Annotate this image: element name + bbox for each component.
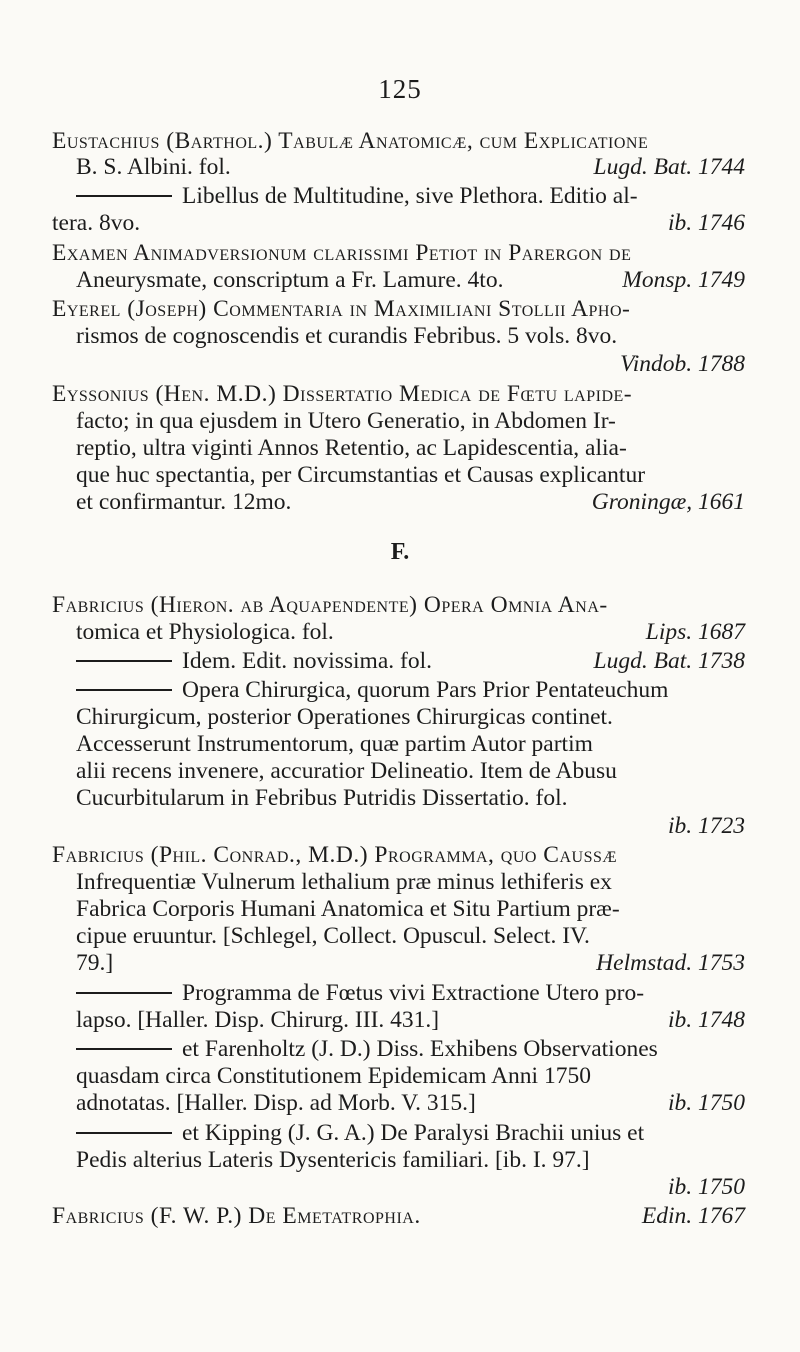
entry-text: 79.]	[76, 950, 114, 976]
entry-imprint: Lugd. Bat. 1744	[593, 154, 745, 180]
entry-text: reptio, ultra viginti Annos Retentio, ac Lapidescentia, alia-	[76, 435, 627, 461]
entry-text: adnotatas. [Haller. Disp. ad Morb. V. 315.]	[76, 1090, 476, 1116]
entry-line	[76, 1005, 439, 1035]
entry-text: Accesserunt Instrumentorum, quæ partim Autor partim	[76, 731, 593, 757]
entry-text: Cucurbitularum in Febribus Putridis Dissertatio. fol.	[76, 785, 568, 811]
entry-line	[76, 265, 503, 295]
ditto-dash	[76, 1132, 172, 1134]
entry-text: Fabrica Corporis Humani Anatomica et Situ Partium præ-	[76, 896, 620, 922]
entry-text: et confirmantur. 12mo.	[76, 489, 292, 515]
entry-text: rismos de cognoscendis et curandis Febribus. 5 vols. 8vo.	[76, 323, 618, 349]
entry-text: Eyerel (Joseph) Commentaria in Maximiliani Stollii Apho-	[52, 296, 631, 322]
entry-line	[76, 1145, 590, 1175]
entry-line	[76, 783, 568, 813]
entry-text: cipue eruuntur. [Schlegel, Collect. Opuscul. Select. IV.	[76, 923, 590, 949]
entry-line	[76, 867, 612, 897]
entry-line	[76, 1088, 476, 1118]
entry-line	[52, 294, 630, 324]
entry-line	[52, 1201, 421, 1231]
entry-text: Libellus de Multitudine, sive Plethora. Editio al-	[182, 183, 638, 209]
entry-imprint: Edin. 1767	[641, 1203, 745, 1229]
entry-text: Fabricius (Phil. Conrad., M.D.) Programma, quo Caussæ	[52, 842, 618, 868]
entry-text: que huc spectantia, per Circumstantias et Causas explicantur	[76, 462, 646, 488]
entry-text: Chirurgicum, posterior Operationes Chirurgicas continet.	[76, 704, 613, 730]
entry-line	[52, 238, 631, 268]
entry-imprint: ib. 1723	[667, 813, 745, 839]
entry-line	[76, 675, 668, 705]
page-number: 125	[378, 74, 422, 104]
entry-text: Fabricius (Hieron. ab Aquapendente) Opera Omnia Ana-	[52, 592, 608, 618]
entry-text: tomica et Physiologica. fol.	[76, 619, 334, 645]
section-letter: F.	[390, 539, 410, 565]
entry-imprint: Lips. 1687	[645, 619, 745, 645]
entry-line	[76, 894, 620, 924]
entry-line	[76, 433, 627, 463]
entry-line	[76, 617, 334, 647]
entry-text: lapso. [Haller. Disp. Chirurg. III. 431.]	[76, 1007, 440, 1033]
entry-line	[76, 978, 644, 1008]
entry-line	[76, 487, 291, 517]
entry-line	[76, 1061, 591, 1091]
ditto-dash	[76, 195, 172, 197]
entry-line	[52, 208, 140, 238]
entry-line	[76, 729, 593, 759]
entry-text: facto; in qua ejusdem in Utero Generatio, in Abdomen Ir-	[76, 408, 616, 434]
entry-text: Programma de Fœtus vivi Extractione Utero pro-	[182, 980, 645, 1006]
entry-imprint: ib. 1750	[667, 1174, 745, 1200]
entry-text: Infrequentiæ Vulnerum lethalium præ minus lethiferis ex	[76, 869, 612, 895]
entry-imprint: ib. 1746	[667, 210, 745, 236]
entry-imprint: Groningæ, 1661	[591, 489, 745, 515]
entry-text: Examen Animadversionum clarissimi Petiot in Parergon de	[52, 240, 632, 266]
ditto-dash	[76, 660, 172, 662]
ditto-dash	[76, 1048, 172, 1050]
entry-line	[76, 1118, 644, 1148]
entry-text: Eustachius (Barthol.) Tabulæ Anatomicæ, cum Explicatione	[52, 128, 649, 154]
ditto-dash	[76, 689, 172, 691]
entry-line	[76, 921, 590, 951]
entry-text: et Farenholtz (J. D.) Diss. Exhibens Observationes	[182, 1036, 658, 1062]
entry-text: Fabricius (F. W. P.) De Emetatrophia.	[52, 1203, 421, 1229]
entry-text: quasdam circa Constitutionem Epidemicam Anni 1750	[76, 1063, 591, 1089]
entry-line	[76, 181, 638, 211]
entry-line	[52, 379, 632, 409]
entry-line	[76, 948, 113, 978]
entry-line	[76, 756, 617, 786]
entry-line	[76, 406, 616, 436]
entry-text: B. S. Albini. fol.	[76, 154, 231, 180]
entry-line	[76, 321, 617, 351]
entry-text: alii recens invenere, accuratior Delineatio. Item de Abusu	[76, 758, 617, 784]
entry-text: Eyssonius (Hen. M.D.) Dissertatio Medica de Fœtu lapide-	[52, 381, 633, 407]
entry-text: Opera Chirurgica, quorum Pars Prior Pentateuchum	[182, 677, 669, 703]
entry-line	[76, 702, 613, 732]
entry-imprint: Helmstad. 1753	[596, 950, 745, 976]
entry-imprint: Lugd. Bat. 1738	[593, 648, 745, 674]
entry-line	[52, 590, 608, 620]
ditto-dash	[76, 992, 172, 994]
entry-text: Idem. Edit. novissima. fol.	[182, 648, 432, 674]
entry-imprint: ib. 1750	[667, 1090, 745, 1116]
entry-line	[76, 646, 432, 676]
entry-imprint: Vindob. 1788	[620, 351, 745, 377]
entry-imprint: Monsp. 1749	[622, 267, 745, 293]
entry-text: et Kipping (J. G. A.) De Paralysi Brachii unius et	[182, 1120, 645, 1146]
entry-text: Pedis alterius Lateris Dysentericis familiari. [ib. I. 97.]	[76, 1147, 590, 1173]
entry-line	[52, 840, 617, 870]
entry-line	[76, 1034, 658, 1064]
entry-line	[76, 460, 645, 490]
entry-imprint: ib. 1748	[667, 1007, 745, 1033]
entry-line	[76, 152, 231, 182]
entry-text: Aneurysmate, conscriptum a Fr. Lamure. 4to.	[76, 267, 504, 293]
entry-text: tera. 8vo.	[52, 210, 141, 236]
